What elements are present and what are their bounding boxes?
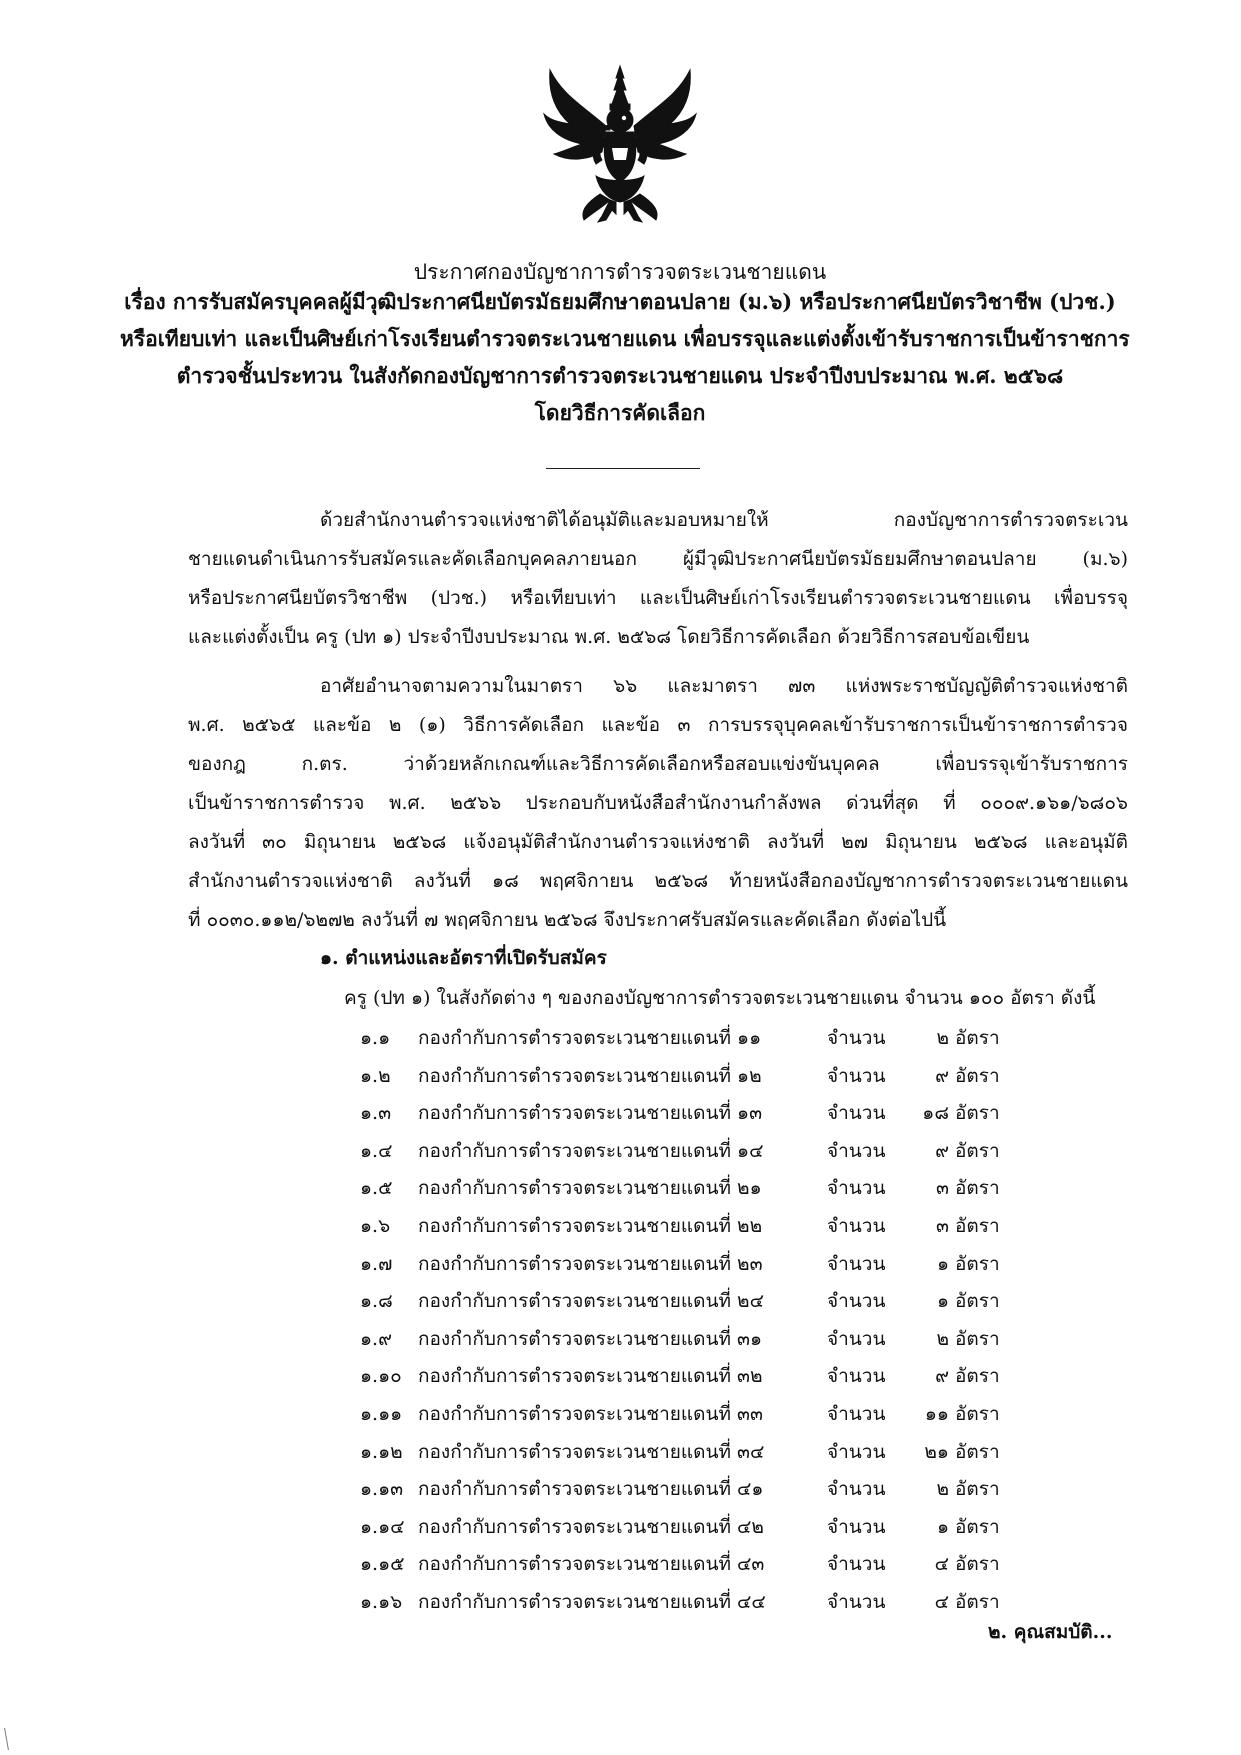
allocation-unit: กองกำกับการตำรวจตระเวนชายแดนที่ ๓๓ — [418, 1403, 764, 1425]
allocation-rate-label: อัตรา — [955, 1516, 1000, 1538]
allocation-amount-label: จำนวน — [827, 1177, 886, 1199]
allocation-count: ๓ — [936, 1177, 949, 1199]
allocation-number: ๑.๑๒ — [360, 1441, 403, 1463]
paragraph-line: สำนักงานตำรวจแห่งชาติ ลงวันที่ ๑๘ พฤศจิกายน ๒๕๖๘ ท้ายหนังสือกองบัญชาการตำรวจตระเวนชายแดน — [188, 870, 1128, 892]
allocation-count: ๑ — [936, 1253, 949, 1275]
allocation-number: ๑.๘ — [360, 1290, 393, 1312]
announcement-issuer: ประกาศกองบัญชาการตำรวจตระเวนชายแดน — [413, 260, 827, 284]
scan-mark — [4, 1728, 15, 1750]
allocation-amount-label: จำนวน — [827, 1290, 886, 1312]
section-1-intro: ครู (ปท ๑) ในสังกัดต่าง ๆ ของกองบัญชาการตำรวจตระเวนชายแดน จำนวน ๑๐๐ อัตรา ดังนี้ — [344, 987, 1096, 1009]
allocation-rate-label: อัตรา — [955, 1102, 1000, 1124]
paragraph-line: หรือประกาศนียบัตรวิชาชีพ (ปวช.) หรือเทียบเท่า และเป็นศิษย์เก่าโรงเรียนตำรวจตระเวนชายแดน เพื่อบรรจุ — [188, 587, 1128, 609]
paragraph-line: ของกฎ ก.ตร. ว่าด้วยหลักเกณฑ์และวิธีการคัดเลือกหรือสอบแข่งขันบุคคล เพื่อบรรจุเข้ารับราชการ — [188, 753, 1128, 775]
allocation-unit: กองกำกับการตำรวจตระเวนชายแดนที่ ๑๔ — [418, 1140, 764, 1162]
allocation-amount-label: จำนวน — [827, 1253, 886, 1275]
allocation-count: ๓ — [936, 1215, 949, 1237]
allocation-amount-label: จำนวน — [827, 1403, 886, 1425]
allocation-unit: กองกำกับการตำรวจตระเวนชายแดนที่ ๔๒ — [418, 1516, 764, 1538]
section-1-title: ๑. ตำแหน่งและอัตราที่เปิดรับสมัคร — [320, 947, 607, 969]
allocation-number: ๑.๑๓ — [360, 1478, 404, 1500]
allocation-number: ๑.๖ — [360, 1215, 391, 1237]
allocation-count: ๑๘ — [922, 1102, 949, 1124]
allocation-rate-label: อัตรา — [955, 1365, 1000, 1387]
allocation-amount-label: จำนวน — [827, 1516, 886, 1538]
announcement-subject-line-4: โดยวิธีการคัดเลือก — [534, 400, 706, 425]
paragraph-line: ลงวันที่ ๓๐ มิถุนายน ๒๕๖๘ แจ้งอนุมัติสำนักงานตำรวจแห่งชาติ ลงวันที่ ๒๗ มิถุนายน ๒๕๖๘ และอนุมัติ — [188, 831, 1128, 853]
allocation-number: ๑.๑๕ — [360, 1553, 405, 1575]
allocation-row — [0, 1061, 1241, 1093]
continuation-marker: ๒. คุณสมบัติ... — [988, 1621, 1113, 1643]
allocation-unit: กองกำกับการตำรวจตระเวนชายแดนที่ ๓๒ — [418, 1365, 763, 1387]
allocation-count: ๙ — [935, 1065, 949, 1087]
paragraph-line: เป็นข้าราชการตำรวจ พ.ศ. ๒๕๖๖ ประกอบกับหนังสือสำนักงานกำลังพล ด่วนที่สุด ที่ ๐๐๐๙.๑๖๑/๖๘๐๖ — [188, 792, 1128, 814]
allocation-count: ๒ — [936, 1027, 949, 1049]
allocation-unit: กองกำกับการตำรวจตระเวนชายแดนที่ ๔๑ — [418, 1478, 764, 1500]
paragraph-line: ชายแดนดำเนินการรับสมัครและคัดเลือกบุคคลภายนอก ผู้มีวุฒิประกาศนียบัตรมัธยมศึกษาตอนปลาย (ม.๖) — [188, 548, 1128, 570]
paragraph-line: ด้วยสำนักงานตำรวจแห่งชาติได้อนุมัติและมอบหมายให้ กองบัญชาการตำรวจตระเวน — [320, 509, 1128, 531]
allocation-amount-label: จำนวน — [827, 1441, 886, 1463]
allocation-rate-label: อัตรา — [955, 1403, 1000, 1425]
allocation-count: ๒๑ — [924, 1441, 949, 1463]
allocation-amount-label: จำนวน — [827, 1215, 886, 1237]
allocation-unit: กองกำกับการตำรวจตระเวนชายแดนที่ ๑๓ — [418, 1102, 763, 1124]
allocation-number: ๑.๑๐ — [360, 1365, 402, 1387]
announcement-subject-line-1: เรื่อง การรับสมัครบุคคลผู้มีวุฒิประกาศนียบัตรมัธยมศึกษาตอนปลาย (ม.๖) หรือประกาศนียบัตรวิชาชีพ (ปวช.) — [124, 289, 1116, 314]
allocation-rate-label: อัตรา — [955, 1553, 1000, 1575]
allocation-number: ๑.๑๖ — [360, 1591, 403, 1613]
allocation-rate-label: อัตรา — [955, 1253, 1000, 1275]
announcement-subject-line-2: หรือเทียบเท่า และเป็นศิษย์เก่าโรงเรียนตำรวจตระเวนชายแดน เพื่อบรรจุและแต่งตั้งเข้ารับราชการเป็นข้าราชการ — [120, 326, 1130, 351]
allocation-row — [0, 1399, 1241, 1431]
allocation-unit: กองกำกับการตำรวจตระเวนชายแดนที่ ๑๒ — [418, 1065, 762, 1087]
allocation-amount-label: จำนวน — [827, 1478, 886, 1500]
allocation-count: ๑๑ — [924, 1403, 949, 1425]
allocation-rate-label: อัตรา — [955, 1065, 1000, 1087]
allocation-count: ๔ — [934, 1553, 949, 1575]
allocation-row — [0, 1136, 1241, 1168]
allocation-number: ๑.๑ — [360, 1027, 391, 1049]
allocation-number: ๑.๑๑ — [360, 1403, 403, 1425]
allocation-amount-label: จำนวน — [827, 1553, 886, 1575]
allocation-number: ๑.๓ — [360, 1102, 392, 1124]
allocation-number: ๑.๙ — [360, 1328, 393, 1350]
allocation-row — [0, 1474, 1241, 1506]
allocation-unit: กองกำกับการตำรวจตระเวนชายแดนที่ ๓๔ — [418, 1441, 765, 1463]
allocation-amount-label: จำนวน — [827, 1328, 886, 1350]
allocation-count: ๒ — [936, 1478, 949, 1500]
allocation-row — [0, 1324, 1241, 1356]
allocation-rate-label: อัตรา — [955, 1441, 1000, 1463]
allocation-row — [0, 1211, 1241, 1243]
announcement-subject-line-3: ตำรวจชั้นประทวน ในสังกัดกองบัญชาการตำรวจตระเวนชายแดน ประจำปีงบประมาณ พ.ศ. ๒๕๖๘ — [176, 363, 1064, 388]
allocation-row — [0, 1249, 1241, 1281]
allocation-count: ๙ — [935, 1140, 949, 1162]
allocation-rate-label: อัตรา — [955, 1215, 1000, 1237]
allocation-rate-label: อัตรา — [955, 1177, 1000, 1199]
allocation-count: ๔ — [934, 1591, 949, 1613]
allocation-amount-label: จำนวน — [827, 1365, 886, 1387]
allocation-row — [0, 1512, 1241, 1544]
allocation-unit: กองกำกับการตำรวจตระเวนชายแดนที่ ๓๑ — [418, 1328, 763, 1350]
heading-divider — [546, 468, 700, 469]
allocation-rate-label: อัตรา — [955, 1328, 1000, 1350]
allocation-count: ๑ — [936, 1290, 949, 1312]
allocation-row — [0, 1286, 1241, 1318]
allocation-number: ๑.๕ — [360, 1177, 393, 1199]
allocation-count: ๒ — [936, 1328, 949, 1350]
allocation-amount-label: จำนวน — [827, 1027, 886, 1049]
allocation-row — [0, 1023, 1241, 1055]
allocation-rate-label: อัตรา — [955, 1027, 1000, 1049]
allocation-amount-label: จำนวน — [827, 1140, 886, 1162]
allocation-number: ๑.๒ — [360, 1065, 391, 1087]
paragraph-line: พ.ศ. ๒๕๖๕ และข้อ ๒ (๑) วิธีการคัดเลือก และข้อ ๓ การบรรจุบุคคลเข้ารับราชการเป็นข้าราชการตำรวจ — [188, 714, 1128, 736]
allocation-unit: กองกำกับการตำรวจตระเวนชายแดนที่ ๔๓ — [418, 1553, 765, 1575]
allocation-rate-label: อัตรา — [955, 1290, 1000, 1312]
allocation-unit: กองกำกับการตำรวจตระเวนชายแดนที่ ๒๑ — [418, 1177, 762, 1199]
allocation-rate-label: อัตรา — [955, 1591, 1000, 1613]
allocation-amount-label: จำนวน — [827, 1591, 886, 1613]
allocation-unit: กองกำกับการตำรวจตระเวนชายแดนที่ ๒๒ — [418, 1215, 763, 1237]
paragraph-line: อาศัยอำนาจตามความในมาตรา ๖๖ และมาตรา ๗๓ แห่งพระราชบัญญัติตำรวจแห่งชาติ — [320, 675, 1128, 697]
paragraph-line: และแต่งตั้งเป็น ครู (ปท ๑) ประจำปีงบประมาณ พ.ศ. ๒๕๖๘ โดยวิธีการคัดเลือก ด้วยวิธีการสอบข้อเขียน — [188, 626, 1030, 648]
garuda-emblem-icon — [540, 64, 700, 224]
allocation-unit: กองกำกับการตำรวจตระเวนชายแดนที่ ๑๑ — [418, 1027, 762, 1049]
allocation-row — [0, 1173, 1241, 1205]
allocation-count: ๑ — [936, 1516, 949, 1538]
allocation-row — [0, 1437, 1241, 1469]
allocation-unit: กองกำกับการตำรวจตระเวนชายแดนที่ ๒๓ — [418, 1253, 763, 1275]
allocation-row — [0, 1587, 1241, 1619]
allocation-rate-label: อัตรา — [955, 1140, 1000, 1162]
allocation-unit: กองกำกับการตำรวจตระเวนชายแดนที่ ๔๔ — [418, 1591, 766, 1613]
paragraph-line: ที่ ๐๐๓๐.๑๑๒/๖๒๗๒ ลงวันที่ ๗ พฤศจิกายน ๒๕๖๘ จึงประกาศรับสมัครและคัดเลือก ดังต่อไปนี้ — [188, 909, 947, 931]
allocation-amount-label: จำนวน — [827, 1102, 886, 1124]
allocation-row — [0, 1361, 1241, 1393]
allocation-row — [0, 1549, 1241, 1581]
allocation-row — [0, 1098, 1241, 1130]
allocation-amount-label: จำนวน — [827, 1065, 886, 1087]
allocation-number: ๑.๔ — [360, 1140, 393, 1162]
allocation-unit: กองกำกับการตำรวจตระเวนชายแดนที่ ๒๔ — [418, 1290, 764, 1312]
allocation-number: ๑.๗ — [360, 1253, 393, 1275]
allocation-count: ๙ — [935, 1365, 949, 1387]
allocation-number: ๑.๑๔ — [360, 1516, 405, 1538]
allocation-rate-label: อัตรา — [955, 1478, 1000, 1500]
